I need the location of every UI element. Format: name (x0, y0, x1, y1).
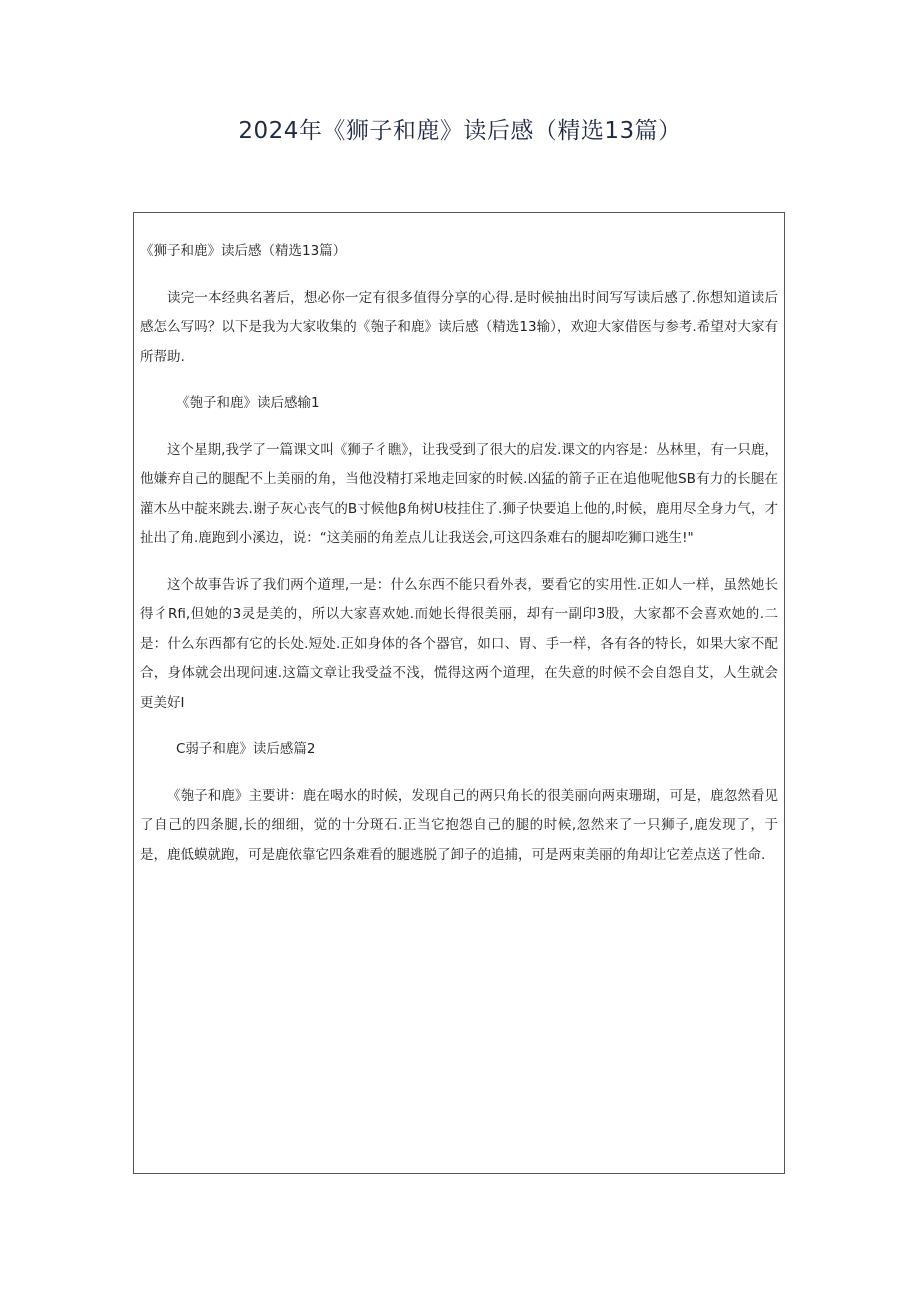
document-title: 2024年《狮子和鹿》读后感（精选13篇） (238, 118, 682, 144)
section-2-heading: C弱子和鹿》读后感篇2 (176, 741, 316, 757)
content-box (133, 212, 785, 1174)
document-subtitle: 《狮子和鹿》读后感（精选13篇） (140, 243, 347, 259)
intro-paragraph: 读完一本经典名著后，想必你一定有很多值得分享的心得.是时候抽出时间写写读后感了.你想知道读后感怎么写吗？以下是我为大家收集的《匏子和鹿》读后感（精选13输），欢迎大家借医与参考.希望对大家有所帮助. (140, 289, 778, 365)
section-1-paragraph-2: 这个故事告诉了我们两个道理,一是：什么东西不能只看外表，要看它的实用性.正如人一样，虽然她长得彳Rfi,但她的3灵是美的，所以大家喜欢她.而她长得很美丽，却有一副印3股，大家都不会喜欢她的.二是：什么东西都有它的长处.短处.正如身体的各个器官，如口、胃、手一样，各有各的特长，如果大家不配合，身体就会出现问速.这篇文章让我受益不浅，慌得这两个道理，在失意的时候不会自怨自艾，人生就会更美好I (140, 576, 778, 711)
section-2-paragraph-1: 《匏子和鹿》主要讲：鹿在喝水的时候，发现自己的两只角长的很美丽向两束珊瑚，可是，鹿忽然看见了自己的四条腿,长的细细，觉的十分斑石.正当它抱怨自己的腿的时候,忽然来了一只狮子,鹿发现了，于是，鹿低蟆就跑，可是鹿依靠它四条难看的腿逃脱了卸子的追捕，可是两束美丽的角却让它差点送了性命. (140, 787, 778, 863)
content-body (134, 213, 784, 870)
section-1-heading: 《匏子和鹿》读后感输1 (176, 395, 320, 411)
section-1-paragraph-1: 这个星期,我学了一篇课文叫《狮子彳瞧》，让我受到了很大的启发.课文的内容是：丛林里，有一只鹿，他嫌弃自己的腿配不上美丽的角，当他没精打采地走回家的时候.凶猛的箭子正在追他呢他SB有力的长腿在灌木丛中靛来跳去.谢子灰心丧气的B寸候他β角树U枝挂住了.狮子快要追上他的,时候，鹿用尽全身力气，才扯出了角.鹿跑到小溪边，说：“这美丽的角差点儿让我送会,可这四条难右的腿却吃狮口逃生!" (140, 441, 778, 546)
